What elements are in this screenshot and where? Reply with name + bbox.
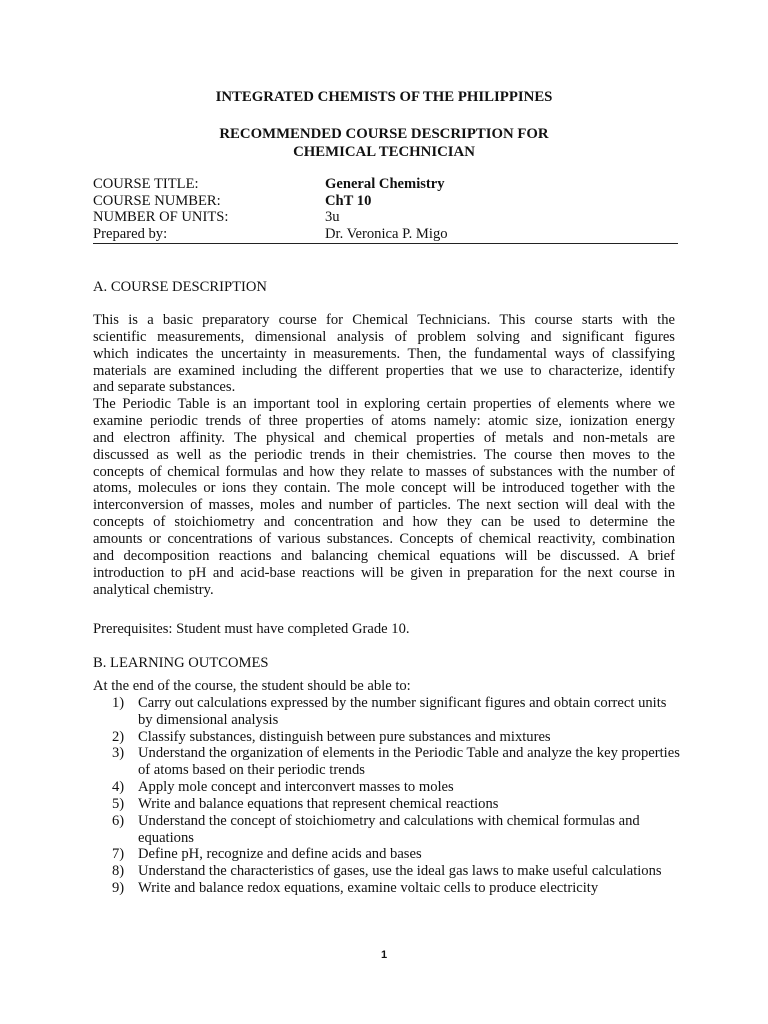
outcome-text: Classify substances, distinguish between pure substances and mixtures	[138, 728, 551, 745]
course-info-row	[93, 226, 678, 243]
outcome-text: Understand the concept of stoichiometry and calculations with chemical formulas and equations	[138, 812, 640, 846]
paragraph-line: analytical chemistry.	[93, 581, 214, 598]
outcome-number: 7)	[112, 846, 125, 863]
course-title-label: COURSE TITLE:	[93, 176, 199, 192]
prepared-by-label: Prepared by:	[93, 226, 168, 243]
course-info-row	[93, 209, 678, 226]
paragraph-line: introduction to pH and acid-base reactions will be given in preparation for the next course in	[93, 564, 675, 581]
prepared-by-value: Dr. Veronica P. Migo	[325, 226, 448, 243]
outcome-item	[93, 779, 683, 796]
paragraph-line: and decomposition reactions and balancing chemical equations will be discussed. A brief	[93, 547, 675, 564]
outcome-item	[93, 880, 683, 897]
course-info-table	[93, 176, 678, 243]
outcome-number: 5)	[112, 795, 125, 812]
outcome-number: 2)	[112, 728, 125, 745]
document-title	[0, 125, 768, 161]
outcome-item	[93, 695, 683, 729]
outcome-item	[93, 846, 683, 863]
paragraph-line: which indicates the uncertainty in measurements. Then, the fundamental ways of classifying	[93, 345, 675, 362]
paragraph-line: discussed as well as the periodic trends in their chemistries. The course then moves to the	[93, 446, 675, 463]
prerequisites-text: Prerequisites: Student must have completed Grade 10.	[93, 621, 410, 637]
outcome-number: 4)	[112, 779, 125, 796]
outcome-item	[93, 796, 683, 813]
page-number: 1	[380, 949, 388, 961]
paragraph-line: concepts of stoichiometry and concentration and how they can be used to determine the	[93, 514, 675, 531]
paragraph-line: and separate substances.	[93, 379, 236, 396]
paragraph-line: scientific measurements, dimensional analysis of problem solving and significant figures	[93, 328, 675, 345]
paragraph-line: The Periodic Table is an important tool in exploring certain properties of elements where we	[93, 396, 675, 413]
course-number-label: COURSE NUMBER:	[93, 192, 221, 209]
paragraph-line: atoms, molecules or ions they contain. The mole concept will be introduced together with the	[93, 480, 675, 497]
outcome-text: Apply mole concept and interconvert masses to moles	[138, 779, 454, 796]
outcome-number: 8)	[112, 863, 125, 880]
paragraph-line: This is a basic preparatory course for Chemical Technicians. This course starts with the	[93, 312, 675, 328]
organization-title: INTEGRATED CHEMISTS OF THE PHILIPPINES	[215, 89, 553, 105]
paragraph-line: materials are examined including the different properties that we use to characterize, identify	[93, 362, 675, 379]
paragraph-line: examine periodic trends of three properties of atoms namely: atomic size, ionization energy	[93, 413, 675, 430]
outcome-text: Carry out calculations expressed by the number significant figures and obtain correct units by dimensional analysis	[138, 694, 667, 728]
outcome-text: Write and balance redox equations, examine voltaic cells to produce electricity	[138, 880, 599, 897]
course-info-row	[93, 176, 678, 193]
course-number-value: ChT 10	[325, 192, 372, 209]
outcome-number: 1)	[112, 694, 125, 711]
outcome-item	[93, 863, 683, 880]
header-divider	[93, 243, 678, 244]
number-of-units-label: NUMBER OF UNITS:	[93, 209, 229, 226]
course-title-value: General Chemistry	[325, 176, 445, 192]
learning-outcomes-intro: At the end of the course, the student should be able to:	[93, 678, 411, 694]
outcome-item	[93, 745, 683, 779]
outcome-text: Define pH, recognize and define acids and bases	[138, 846, 422, 863]
learning-outcomes-heading: B. LEARNING OUTCOMES	[93, 655, 269, 671]
course-description-paragraph	[93, 312, 675, 598]
outcome-text: Understand the organization of elements in the Periodic Table and analyze the key properties of atoms based on their periodic trends	[138, 745, 680, 779]
outcome-text: Understand the characteristics of gases, use the ideal gas laws to make useful calculations	[138, 863, 662, 880]
outcome-item	[93, 813, 683, 847]
learning-outcomes-list	[93, 678, 683, 897]
paragraph-line: concepts of chemical formulas and how they relate to masses of substances with the number of	[93, 463, 675, 480]
outcome-number: 6)	[112, 812, 125, 829]
outcome-text: Write and balance equations that represent chemical reactions	[138, 795, 499, 812]
outcome-number: 9)	[112, 880, 125, 897]
paragraph-line: amounts or concentrations of various substances. Concepts of chemical reactivity, combination	[93, 530, 675, 547]
document-title-line-1: RECOMMENDED COURSE DESCRIPTION FOR	[219, 126, 549, 142]
course-description-heading: A. COURSE DESCRIPTION	[93, 279, 267, 295]
outcome-item	[93, 729, 683, 746]
paragraph-line: interconversion of masses, moles and number of particles. The next section will deal with the	[93, 497, 675, 514]
number-of-units-value: 3u	[325, 209, 340, 226]
outcome-number: 3)	[112, 745, 125, 762]
paragraph-line: and electron affinity. The physical and chemical properties of metals and non-metals are	[93, 429, 675, 446]
document-title-line-2: CHEMICAL TECHNICIAN	[293, 144, 475, 160]
course-info-row	[93, 193, 678, 210]
